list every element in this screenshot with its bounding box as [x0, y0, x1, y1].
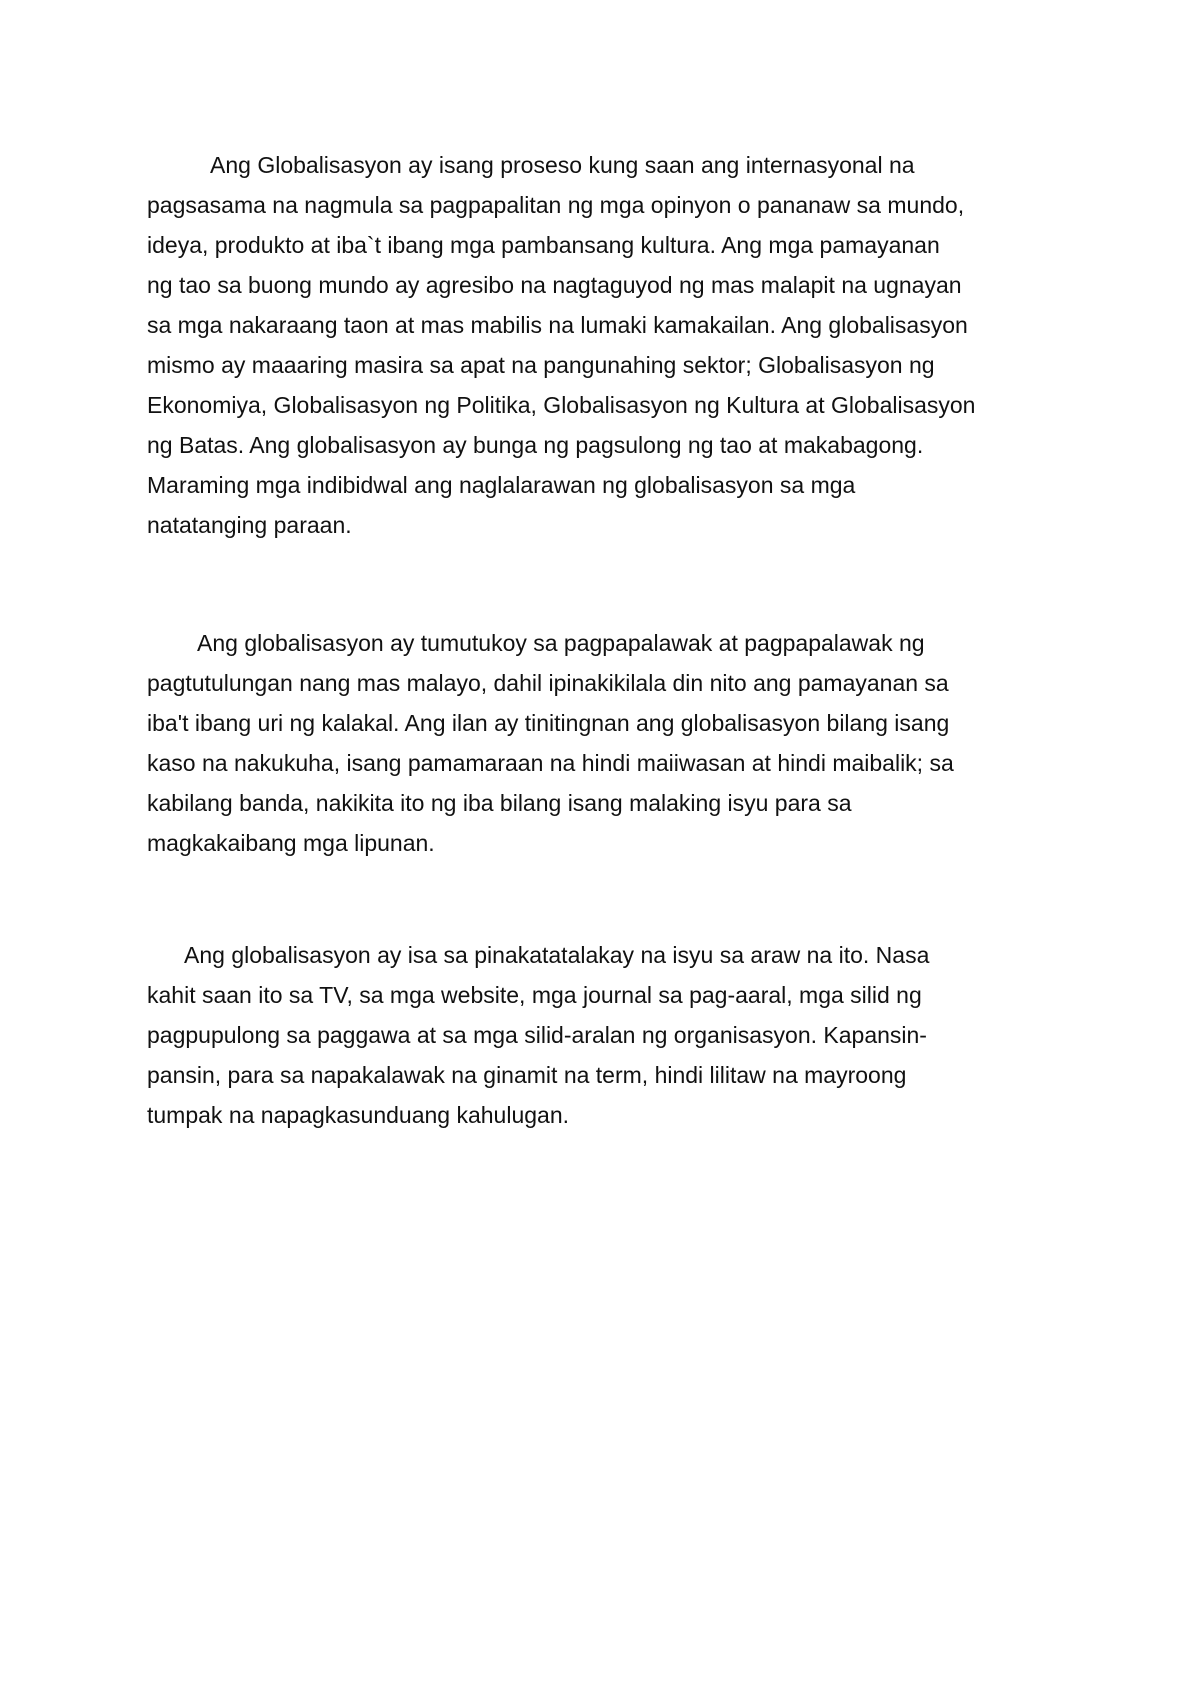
- paragraph-2: [147, 623, 1067, 863]
- text-line: ng Batas. Ang globalisasyon ay bunga ng pagsulong ng tao at makabagong.: [147, 432, 924, 458]
- text-line: pagtutulungan nang mas malayo, dahil ipinakikilala din nito ang pamayanan sa: [147, 670, 949, 696]
- text-line: Ang globalisasyon ay isa sa pinakatatalakay na isyu sa araw na ito. Nasa: [184, 942, 930, 968]
- text-line: Ang globalisasyon ay tumutukoy sa pagpapalawak at pagpapalawak ng: [197, 630, 925, 656]
- text-line: kaso na nakukuha, isang pamamaraan na hindi maiiwasan at hindi maibalik; sa: [147, 750, 954, 776]
- text-line: kabilang banda, nakikita ito ng iba bilang isang malaking isyu para sa: [147, 790, 852, 816]
- text-line: magkakaibang mga lipunan.: [147, 830, 435, 856]
- paragraph-3: [147, 935, 1067, 1135]
- text-line: pagpupulong sa paggawa at sa mga silid-aralan ng organisasyon. Kapansin-: [147, 1022, 927, 1048]
- text-line: iba't ibang uri ng kalakal. Ang ilan ay tinitingnan ang globalisasyon bilang isang: [147, 710, 950, 736]
- text-line: sa mga nakaraang taon at mas mabilis na lumaki kamakailan. Ang globalisasyon: [147, 312, 968, 338]
- text-line: tumpak na napagkasunduang kahulugan.: [147, 1102, 570, 1128]
- text-line: mismo ay maaaring masira sa apat na pangunahing sektor; Globalisasyon ng: [147, 352, 935, 378]
- text-line: ideya, produkto at iba`t ibang mga pambansang kultura. Ang mga pamayanan: [147, 232, 940, 258]
- paragraph-1: [147, 145, 1067, 545]
- text-line: pansin, para sa napakalawak na ginamit na term, hindi lilitaw na mayroong: [147, 1062, 907, 1088]
- text-line: natatanging paraan.: [147, 512, 352, 538]
- text-line: Ang Globalisasyon ay isang proseso kung saan ang internasyonal na: [210, 152, 915, 178]
- text-line: Ekonomiya, Globalisasyon ng Politika, Globalisasyon ng Kultura at Globalisasyon: [147, 392, 976, 418]
- text-line: pagsasama na nagmula sa pagpapalitan ng mga opinyon o pananaw sa mundo,: [147, 192, 965, 218]
- text-line: ng tao sa buong mundo ay agresibo na nagtaguyod ng mas malapit na ugnayan: [147, 272, 962, 298]
- text-line: Maraming mga indibidwal ang naglalarawan ng globalisasyon sa mga: [147, 472, 856, 498]
- text-line: kahit saan ito sa TV, sa mga website, mga journal sa pag-aaral, mga silid ng: [147, 982, 922, 1008]
